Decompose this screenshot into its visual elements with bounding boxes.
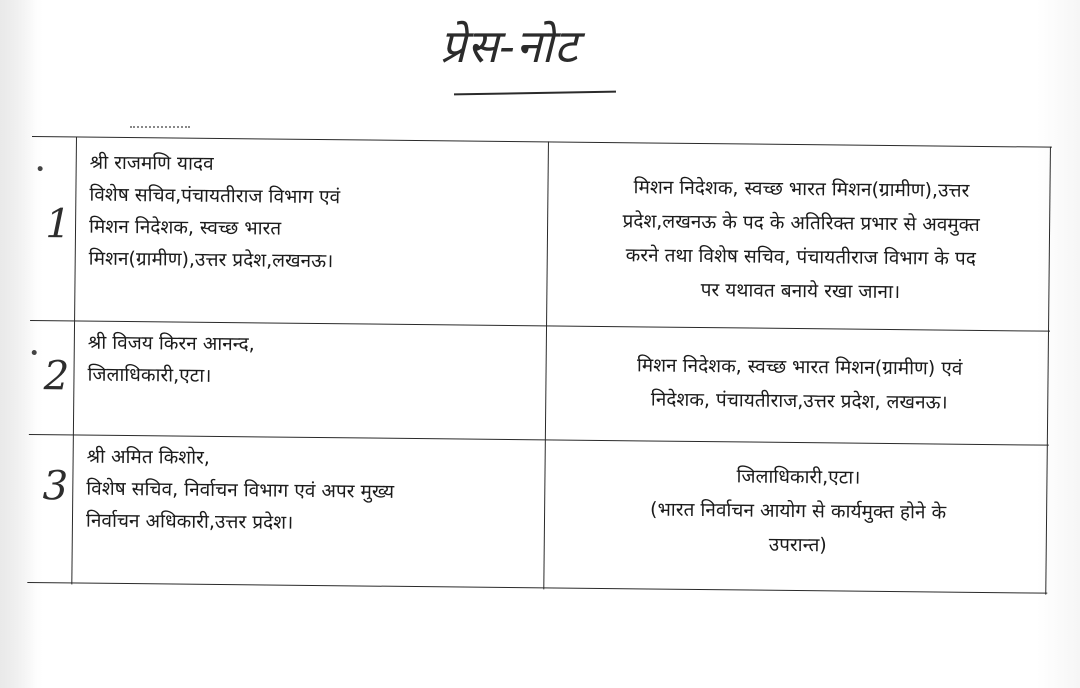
assignment-line: पर यथावत बनाये रखा जाना। [700, 279, 901, 304]
margin-dot [32, 350, 37, 355]
assignment-line: (भारत निर्वाचन आयोग से कार्यमुक्त होने के [649, 498, 947, 524]
officer-line: विशेष सचिव,पंचायतीराज विभाग एवं [89, 183, 341, 209]
assignment-cell [554, 457, 1043, 564]
assignment-line: मिशन निदेशक, स्वच्छ भारत मिशन(ग्रामीण),उत्तर [633, 176, 970, 202]
faint-dotted-mark [130, 126, 190, 132]
officer-line: मिशन(ग्रामीण),उत्तर प्रदेश,लखनऊ। [88, 247, 334, 273]
officer-line: श्री अमित किशोर, [86, 445, 211, 469]
assignment-line: करने तथा विशेष सचिव, पंचायतीराज विभाग के पद [625, 244, 976, 270]
table-row [30, 136, 1052, 331]
officer-cell [89, 147, 542, 280]
assignment-cell [555, 347, 1044, 420]
assignment-line: मिशन निदेशक, स्वच्छ भारत मिशन(ग्रामीण) एवं [636, 354, 963, 380]
table-row [27, 434, 1048, 593]
press-note-table [27, 136, 1052, 595]
officer-line: निर्वाचन अधिकारी,उत्तर प्रदेश। [85, 509, 294, 534]
assignment-line: निदेशक, पंचायतीराज,उत्तर प्रदेश, लखनऊ। [650, 388, 948, 414]
margin-dot [38, 166, 43, 171]
officer-line: मिशन निदेशक, स्वच्छ भारत [88, 215, 282, 240]
serial-number: 2 [43, 353, 70, 400]
title-underline [454, 91, 616, 96]
officer-line: श्री विजय किरन आनन्द, [87, 331, 255, 356]
officer-cell [86, 441, 539, 542]
assignment-line: उपरान्त) [768, 533, 827, 557]
officer-cell [87, 327, 540, 396]
table-row [29, 320, 1050, 445]
serial-number: 1 [45, 201, 72, 248]
page-title: प्रेस-नोट [440, 19, 579, 73]
assignment-cell [556, 170, 1045, 311]
officer-line: श्री राजमणि यादव [89, 151, 214, 175]
officer-line: विशेष सचिव, निर्वाचन विभाग एवं अपर मुख्य [86, 477, 395, 503]
serial-number: 3 [42, 463, 69, 510]
assignment-line: प्रदेश,लखनऊ के पद के अतिरिक्त प्रभार से अवमुक्त [622, 210, 980, 236]
assignment-line: जिलाधिकारी,एटा। [736, 465, 861, 489]
officer-line: जिलाधिकारी,एटा। [87, 363, 212, 387]
